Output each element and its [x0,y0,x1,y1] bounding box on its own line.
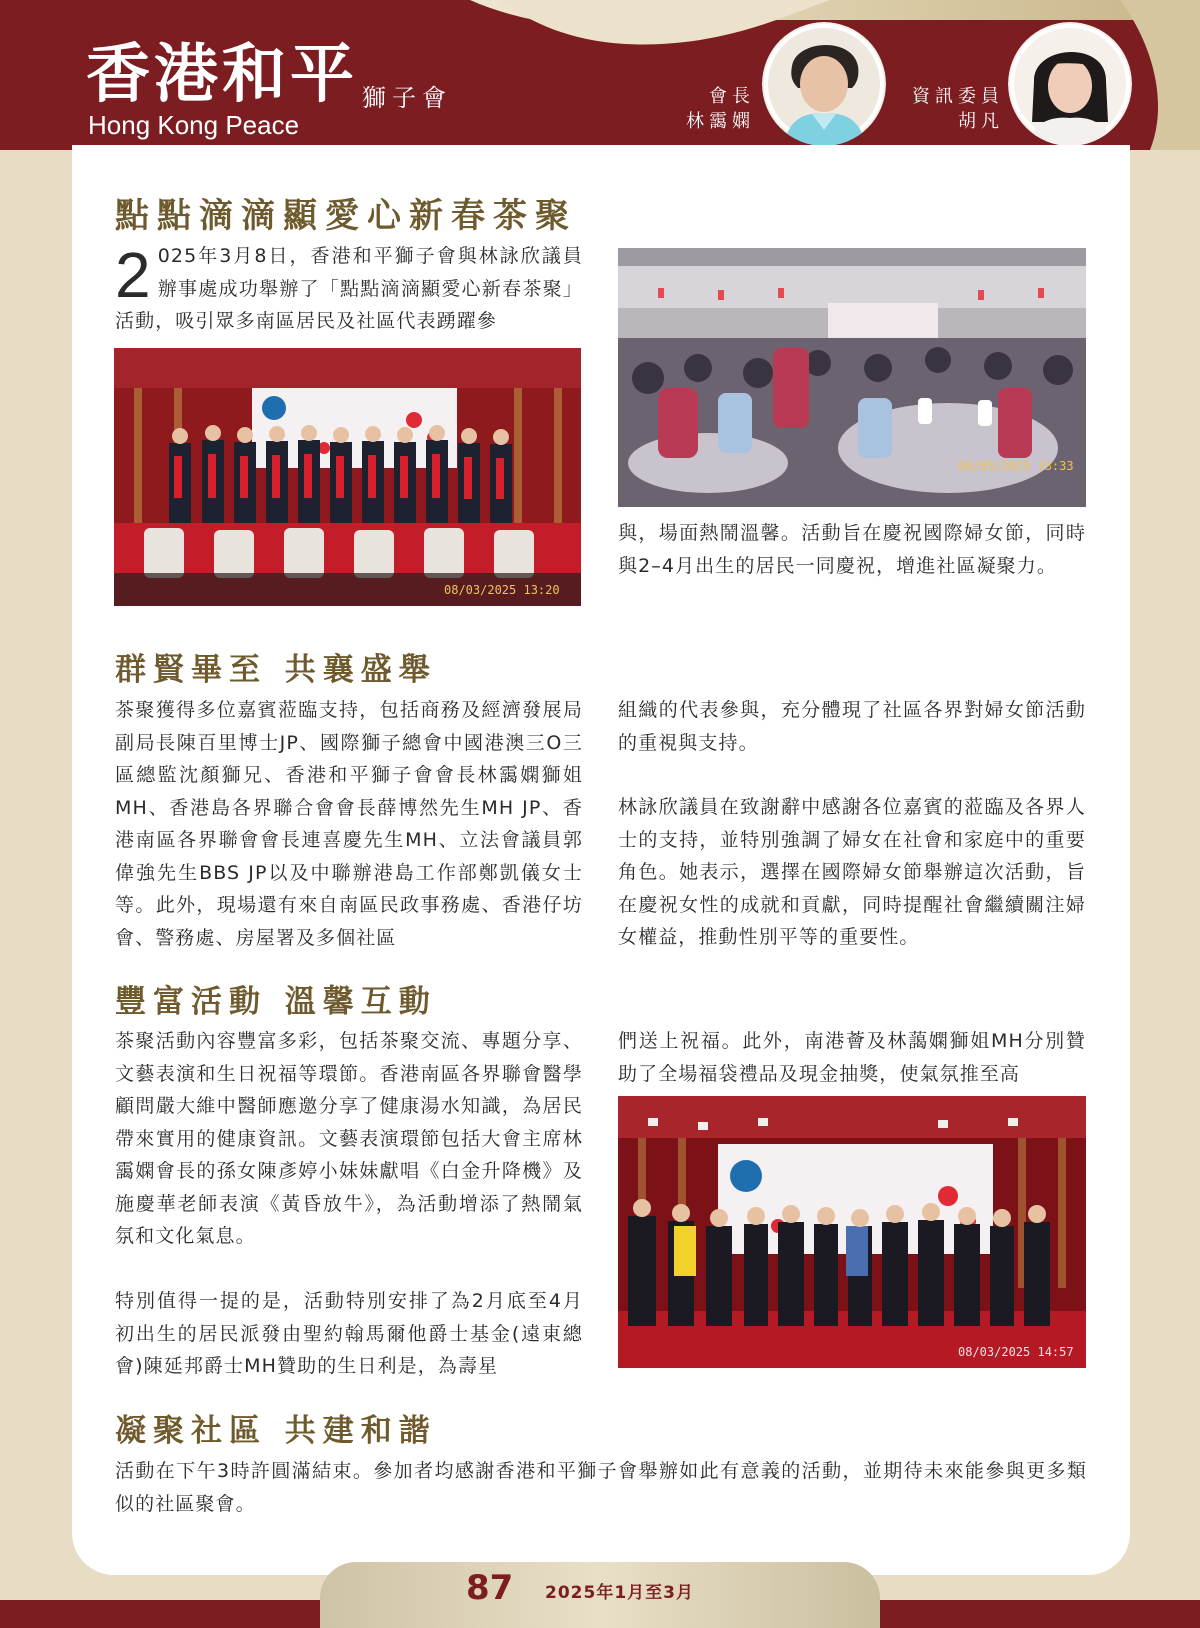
section-heading-activities: 豐富活動 溫馨互動 [115,984,437,1020]
section-community-text: 活動在下午3時許圓滿結束。參加者均感謝香港和平獅子會舉辦如此有意義的活動，並期待未來能參與更多類似的社區聚會。 [115,1460,1087,1515]
photo-timestamp: 08/03/2025 13:20 [444,583,560,597]
photo-guests-on-stage [114,348,581,606]
intro-paragraph-left [115,240,583,338]
president-portrait [762,22,886,146]
intro-text-left: 025年3月8日，香港和平獅子會與林詠欣議員辦事處成功舉辦了「點點滴滴顯愛心新春茶聚」活動，吸引眾多南區居民及社區代表踴躍參 [115,245,583,332]
section-activities-left-1: 茶聚活動內容豐富多彩，包括茶聚交流、專題分享、文藝表演和生日祝福等環節。香港南區各界聯會醫學顧問嚴大維中醫師應邀分享了健康湯水知識，為居民帶來實用的健康資訊。文藝表演環節包括大會主席林靄嫻會長的孫女陳彥婷小妹妹獻唱《白金升降機》及施慶華老師表演《黃昏放牛》，為活動增添了熱鬧氣氛和文化氣息。 [115,1030,583,1247]
section-heading-guests: 群賢畢至 共襄盛舉 [115,652,437,688]
officer-info-committee [880,84,1004,134]
officer-role: 會長 [709,86,755,107]
section-activities-left-2: 特別值得一提的是，活動特別安排了為2月底至4月初出生的居民派發由聖約翰馬爾他爵士基金(遠東總會)陳延邦爵士MH贊助的生日利是，為壽星 [115,1290,583,1377]
photo-banquet-hall [618,248,1086,507]
intro-paragraph-right: 與，場面熱鬧溫馨。活動旨在慶祝國際婦女節，同時與2–4月出生的居民一同慶祝，增進社區凝聚力。 [618,522,1086,577]
section-guests-left: 茶聚獲得多位嘉賓蒞臨支持，包括商務及經濟發展局副局長陳百里博士JP、國際獅子總會中國港澳三O三區總監沈顏獅兄、香港和平獅子會會長林靄嫻獅姐MH、香港島各界聯合會會長薛博然先生MH JP、香港南區各界聯會會長連喜慶先生MH、立法會議員郭偉強先生BBS JP以及中聯辦港島工作部鄭凱儀女士等。此外，現場還有來自南區民政事務處、香港仔坊會、警務處、房屋署及多個社區 [115,699,583,949]
section-activities-right: 們送上祝福。此外，南港薈及林藹嫻獅姐MH分別贊助了全場福袋禮品及現金抽獎，使氣氛推至高 [618,1030,1086,1085]
brand-title-english: Hong Kong Peace [88,110,300,140]
officer-name: 胡凡 [958,111,1004,132]
intro-dropcap: 2 [115,239,152,311]
article-title: 點點滴滴顯愛心新春茶聚 [115,196,577,236]
issue-date: 2025年1月至3月 [545,1583,694,1603]
page-number: 87 [466,1568,514,1608]
officer-name: 林靄嫻 [686,111,755,132]
section-guests-right-2: 林詠欣議員在致謝辭中感謝各位嘉賓的蒞臨及各界人士的支持，並特別強調了婦女在社會和家庭中的重要角色。她表示，選擇在國際婦女節舉辦這次活動，旨在慶祝女性的成就和貢獻，同時提醒社會繼續關注婦女權益，推動性別平等的重要性。 [618,796,1086,948]
section-heading-community: 凝聚社區 共建和諧 [115,1413,437,1449]
photo-timestamp: 08/03/2025 13:33 [958,459,1074,473]
photo-group [618,1096,1086,1368]
brand-title-suffix: 獅子會 [362,84,452,112]
photo-timestamp: 08/03/2025 14:57 [958,1345,1074,1359]
committee-member-portrait [1008,22,1132,146]
brand-title-chinese: 香港和平 [86,38,358,112]
officer-president [655,84,755,134]
section-guests-right-1: 組織的代表參與，充分體現了社區各界對婦女節活動的重視與支持。 [618,699,1086,754]
officer-role: 資訊委員 [912,86,1004,107]
